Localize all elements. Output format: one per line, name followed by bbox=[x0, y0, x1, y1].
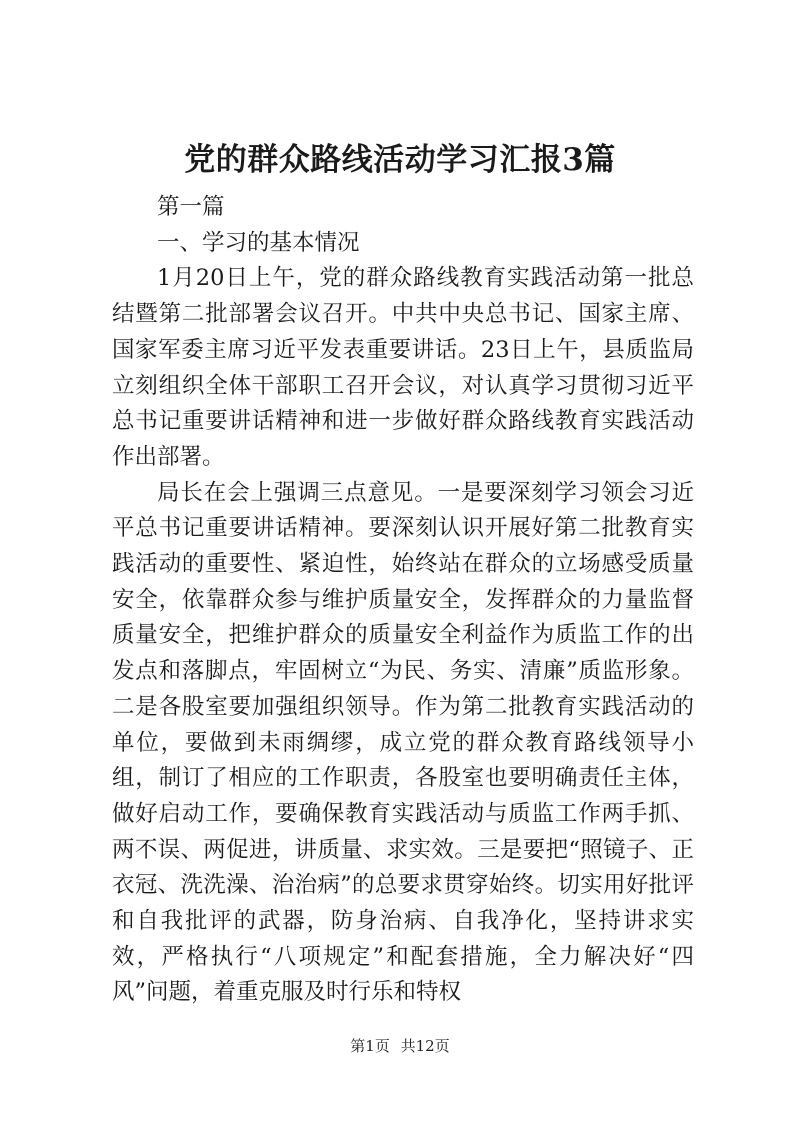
page-footer bbox=[0, 1036, 800, 1056]
page-number: 第1页 bbox=[350, 1037, 390, 1055]
body-paragraph: 1月20日上午，党的群众路线教育实践活动第一批总结暨第二批部署会议召开。中共中央总书记、国家主席、国家军委主席习近平发表重要讲话。23日上午，县质监局立刻组织全体干部职工召开会议，对认真学习贯彻习近平总书记重要讲话精神和进一步做好群众路线教育实践活动作出部署。 bbox=[112, 265, 694, 470]
page-total: 共12页 bbox=[400, 1037, 450, 1055]
body-paragraph: 局长在会上强调三点意见。一是要深刻学习领会习近平总书记重要讲话精神。要深刻认识开展好第二批教育实践活动的重要性、紧迫性，始终站在群众的立场感受质量安全，依靠群众参与维护质量安全，发挥群众的力量监督质量安全，把维护群众的质量安全利益作为质监工作的出发点和落脚点，牢固树立“为民、务实、清廉”质监形象。二是各股室要加强组织领导。作为第二批教育实践活动的单位，要做到未雨绸缪，成立党的群众教育路线领导小组，制订了相应的工作职责，各股室也要明确责任主体，做好启动工作，要确保教育实践活动与质监工作两手抓、两不误、两促进，讲质量、求实效。三是要把“照镜子、正衣冠、洗洗澡、治治病”的总要求贯穿始终。切实用好批评和自我批评的武器，防身治病、自我净化，坚持讲求实效，严格执行“八项规定”和配套措施，全力解决好“四风”问题，着重克服及时行乐和特权 bbox=[112, 479, 694, 1006]
document-body bbox=[112, 190, 694, 1011]
subheading: 一、学习的基本情况 bbox=[157, 229, 360, 256]
document-title: 党的群众路线活动学习汇报3篇 bbox=[184, 142, 616, 178]
section-heading: 第一篇 bbox=[157, 194, 225, 220]
